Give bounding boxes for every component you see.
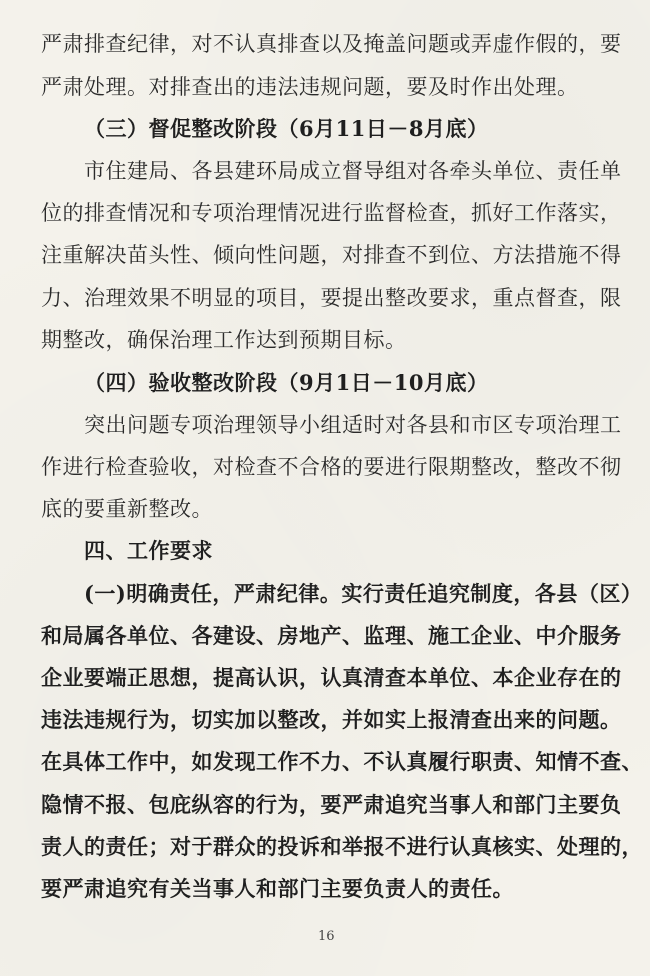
body-text-line: 期整改，确保治理工作达到预期目标。 [41,328,407,352]
body-text-line: 作进行检查验收，对检查不合格的要进行限期整改，整改不彻 [41,455,622,479]
body-text-line: 严肃处理。对排查出的违法违规问题，要及时作出处理。 [41,75,579,99]
section-heading-acceptance: （四）验收整改阶段（9月1日－10月底） [84,370,489,395]
body-text-line: 隐情不报、包庇纵容的行为，要严肃追究当事人和部门主要负 [41,792,622,817]
subsection-heading-responsibility: (一)明确责任，严肃纪律。实行责任追究制度，各县（区） [84,581,643,606]
body-text-line: 位的排查情况和专项治理情况进行监督检查，抓好工作落实， [41,201,622,225]
body-text-line: 突出问题专项治理领导小组适时对各县和市区专项治理工 [84,413,622,437]
body-text-line: 严肃排查纪律，对不认真排查以及掩盖问题或弄虚作假的，要 [41,32,622,56]
body-text-line: 底的要重新整改。 [41,497,213,521]
body-text-line: 违法违规行为，切实加以整改，并如实上报清查出来的问题。 [41,707,622,732]
section-heading-work-requirements: 四、工作要求 [84,538,213,563]
body-text-line: 市住建局、各县建环局成立督导组对各牵头单位、责任单 [84,159,622,183]
body-text-line: 责人的责任；对于群众的投诉和举报不进行认真核实、处理的， [41,834,643,859]
page-number: 16 [318,929,335,944]
body-text-line: 在具体工作中，如发现工作不力、不认真履行职责、知情不查、 [41,749,643,774]
body-text-line: 力、治理效果不明显的项目，要提出整改要求，重点督查，限 [41,286,622,310]
body-text-line: 企业要端正思想，提高认识，认真清查本单位、本企业存在的 [41,665,622,690]
section-heading-rectification: （三）督促整改阶段（6月11日－8月底） [84,116,489,141]
body-text-line: 和局属各单位、各建设、房地产、监理、施工企业、中介服务 [41,623,622,648]
body-text-line: 要严肃追究有关当事人和部门主要负责人的责任。 [41,876,514,901]
body-text-line: 注重解决苗头性、倾向性问题，对排查不到位、方法措施不得 [41,243,622,267]
